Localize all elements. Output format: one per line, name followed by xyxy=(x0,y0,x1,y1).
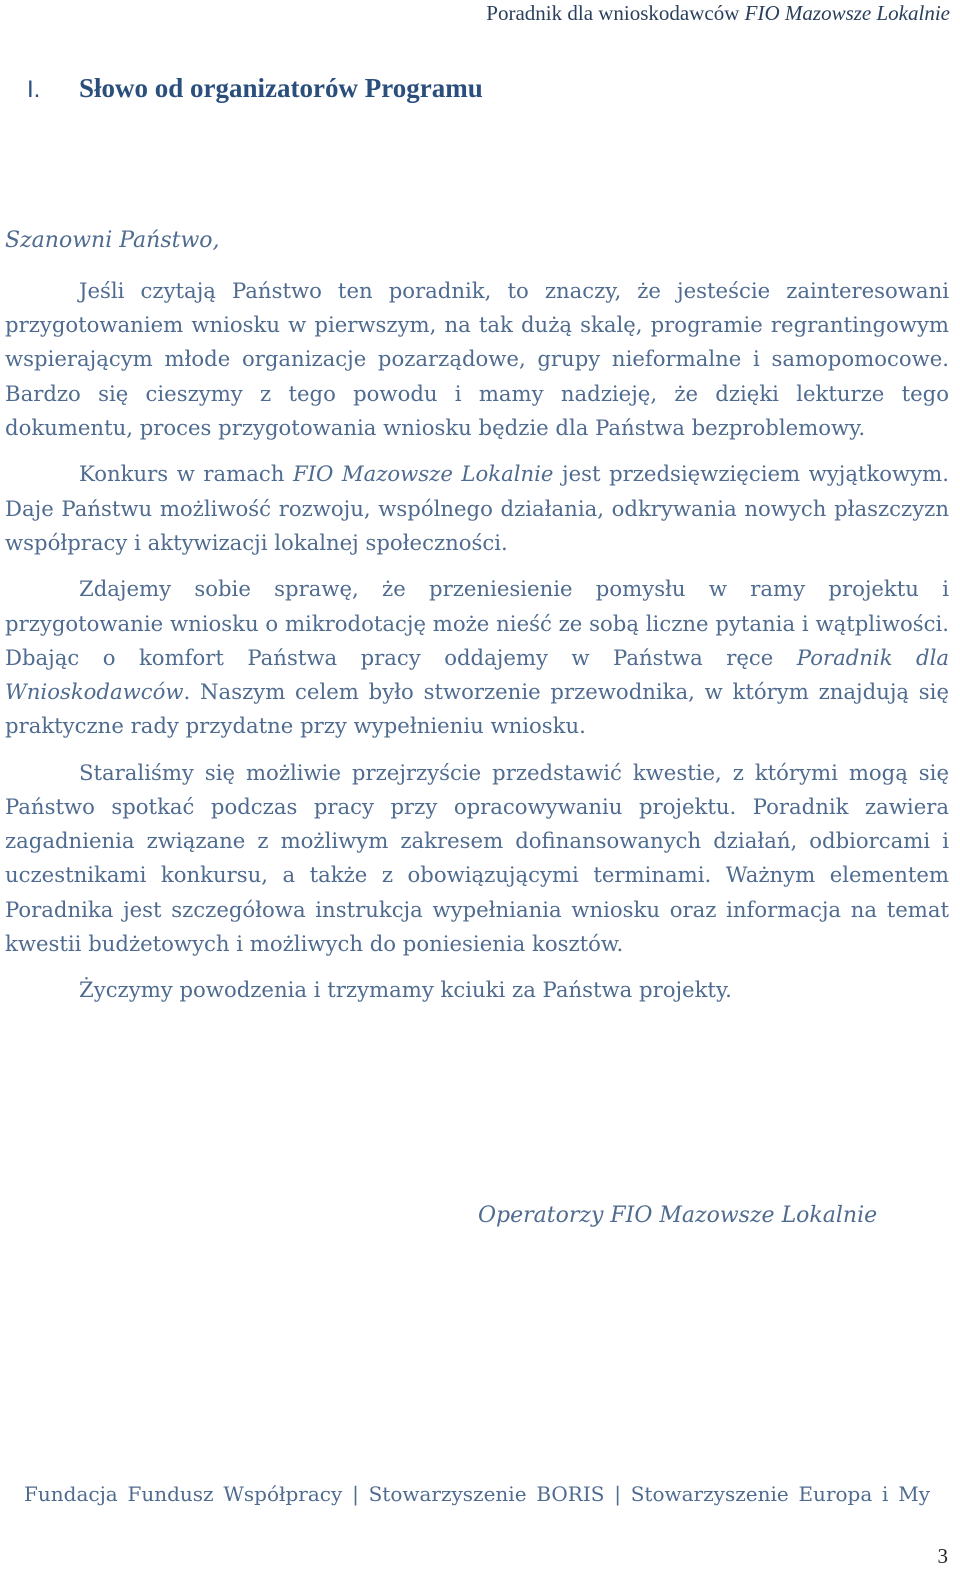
greeting: Szanowni Państwo, xyxy=(5,228,220,253)
program-name: FIO Mazowsze Lokalnie xyxy=(292,461,554,487)
paragraph-2 xyxy=(5,457,949,560)
paragraph-3-start: Zdajemy sobie sprawę, że przeniesienie pomysłu w ramy projektu i przygotowanie wniosku o mikrodotację może nieść ze sobą liczne pytania i wątpliwości. Dbając o komfort Państwa pracy oddajemy w Państwa ręce xyxy=(5,576,949,670)
paragraph-1: Jeśli czytają Państwo ten poradnik, to znaczy, że jesteście zainteresowani przygotowaniem wniosku w pierwszym, na tak dużą skalę, programie regrantingowym wspierającym młode organizacje pozarządowe, grupy nieformalne i samopomocowe. Bardzo się cieszymy z tego powodu i mamy nadzieję, że dzięki lekturze tego dokumentu, proces przygotowania wniosku będzie dla Państwa bezproblemowy. xyxy=(5,278,949,440)
paragraph-2-end: jest przedsięwzięciem wyjątkowym. Daje Państwu możliwość rozwoju, wspólnego działania, odkrywania nowych płaszczyzn współpracy i aktywizacji lokalnej społeczności. xyxy=(5,461,949,555)
footer: Fundacja Fundusz Współpracy | Stowarzyszenie BORIS | Stowarzyszenie Europa i My xyxy=(24,1482,930,1506)
guide-title: Poradnik dla Wnioskodawców xyxy=(5,644,949,705)
signature: Operatorzy FIO Mazowsze Lokalnie xyxy=(478,1203,878,1228)
paragraph-3-end: . Naszym celem było stworzenie przewodnika, w którym znajdują się praktyczne rady przydatne przy wypełnieniu wniosku. xyxy=(5,679,949,739)
page-number: 3 xyxy=(937,1544,948,1568)
running-header-text: Poradnik dla wnioskodawców xyxy=(486,1,745,25)
body-text xyxy=(5,274,949,1008)
section-heading xyxy=(27,70,483,108)
running-header xyxy=(486,0,950,26)
paragraph-4: Staraliśmy się możliwie przejrzyście przedstawić kwestie, z którymi mogą się Państwo spotkać podczas pracy przy opracowywaniu projektu. Poradnik zawiera zagadnienia związane z możliwym zakresem dofinansowanych działań, odbiorcami i uczestnikami konkursu, a także z obowiązującymi terminami. Ważnym elementem Poradnika jest szczegółowa instrukcja wypełniania wniosku oraz informacja na temat kwestii budżetowych i możliwych do poniesienia kosztów. xyxy=(5,759,949,956)
section-number: I. xyxy=(27,76,41,103)
section-title: Słowo od organizatorów Programu xyxy=(79,73,483,103)
paragraph-3 xyxy=(5,572,949,743)
running-header-italic: FIO Mazowsze Lokalnie xyxy=(744,1,950,25)
paragraph-5: Życzymy powodzenia i trzymamy kciuki za Państwa projekty. xyxy=(79,977,732,1003)
paragraph-2-start: Konkurs w ramach xyxy=(79,461,293,487)
